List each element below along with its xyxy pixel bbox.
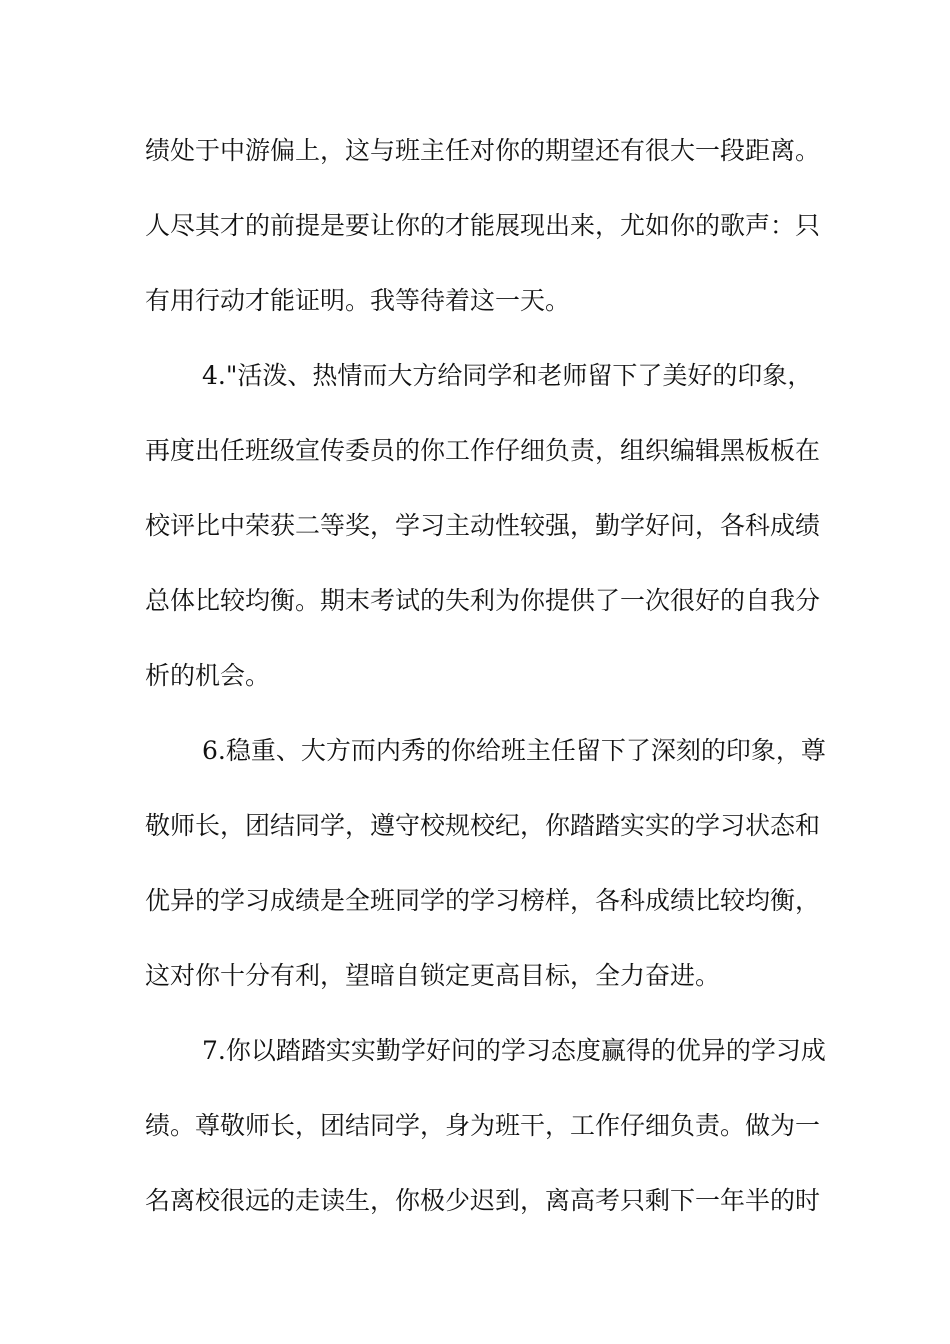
text-line-5: 再度出任班级宣传委员的你工作仔细负责，组织编辑黑板板在 [145,436,821,465]
text-line-1: 绩处于中游偏上，这与班主任对你的期望还有很大一段距离。 [145,136,821,165]
text-line-7: 总体比较均衡。期末考试的失利为你提供了一次很好的自我分 [145,586,821,615]
text-line-15: 名离校很远的走读生，你极少迟到，离高考只剩下一年半的时 [145,1186,821,1215]
paragraph-4-start: 4."活泼、热情而大方给同学和老师留下了美好的印象， [202,361,813,390]
text-line-10: 敬师长，团结同学，遵守校规校纪，你踏踏实实的学习状态和 [145,811,821,840]
text-line-14: 绩。尊敬师长，团结同学，身为班干，工作仔细负责。做为一 [145,1111,821,1140]
text-line-3: 有用行动才能证明。我等待着这一天。 [145,286,571,315]
text-line-6: 校评比中荣获二等奖，学习主动性较强，勤学好问，各科成绩 [145,511,821,540]
paragraph-6-start: 6.稳重、大方而内秀的你给班主任留下了深刻的印象，尊 [202,736,826,765]
text-line-2: 人尽其才的前提是要让你的才能展现出来，尤如你的歌声：只 [145,211,821,240]
paragraph-7-start: 7.你以踏踏实实勤学好问的学习态度赢得的优异的学习成 [202,1036,826,1065]
text-line-12: 这对你十分有利，望暗自锁定更高目标，全力奋进。 [145,961,721,990]
text-line-11: 优异的学习成绩是全班同学的学习榜样，各科成绩比较均衡， [145,886,821,915]
text-line-8: 析的机会。 [145,661,271,690]
